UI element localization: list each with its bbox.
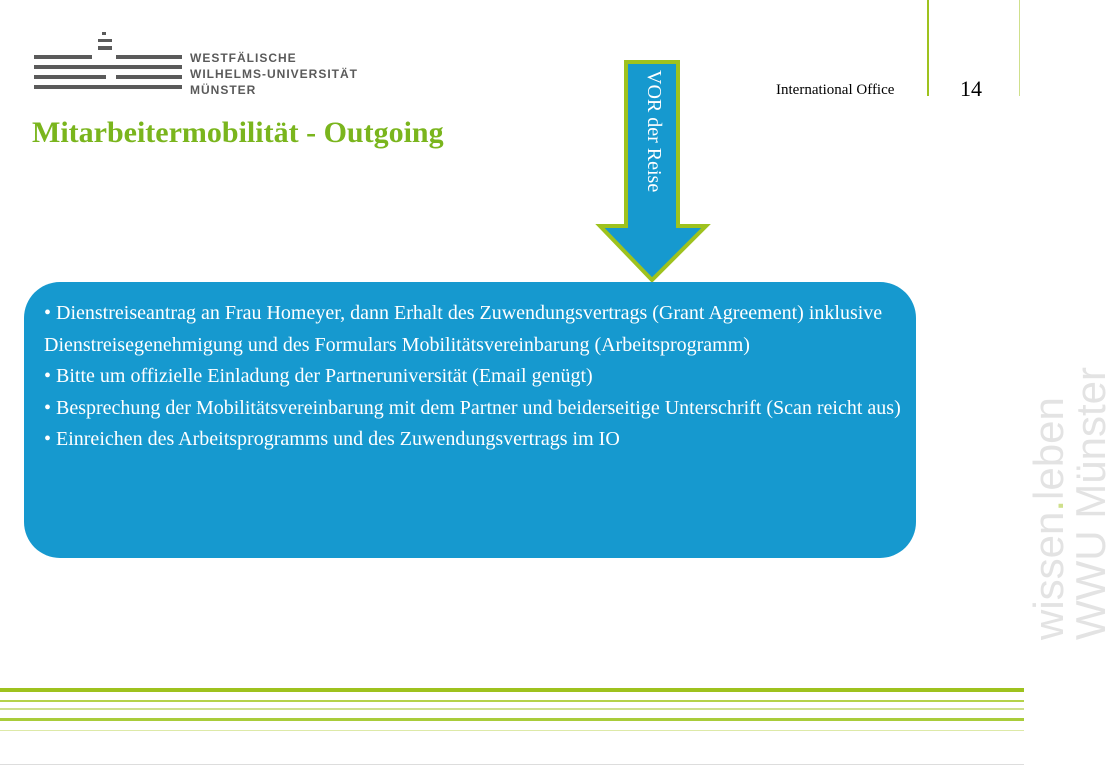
watermark — [1025, 367, 1114, 640]
list-item: • Dienstreiseantrag an Frau Homeyer, dann Erhalt des Zuwendungsvertrags (Grant Agreement) inklusive Dienstreisegenehmigung und des Formulars Mobilitätsvereinbarung (Arbeitsprogramm) — [44, 302, 883, 356]
watermark-dot: . — [1025, 499, 1072, 512]
watermark-word-wissen: wissen — [1025, 511, 1072, 640]
watermark-word-leben: leben — [1025, 397, 1072, 500]
university-name-line1: WESTFÄLISCHE — [190, 51, 297, 65]
list-item: • Bitte um offizielle Einladung der Partneruniversität (Email genügt) — [44, 365, 593, 387]
content-list — [44, 298, 904, 456]
header-divider-right — [1019, 0, 1020, 96]
list-item: • Besprechung der Mobilitätsvereinbarung mit dem Partner und beiderseitige Unterschrift (Scan reicht aus) — [44, 396, 901, 419]
university-name — [190, 50, 358, 98]
watermark-line1 — [1025, 367, 1072, 640]
footer-stripe — [0, 764, 1024, 765]
header-divider — [927, 0, 929, 96]
footer-stripe — [0, 700, 1024, 702]
office-label: International Office — [776, 82, 895, 98]
footer-stripe — [0, 708, 1024, 710]
footer-stripe — [0, 688, 1024, 692]
watermark-line2: WWU Münster — [1067, 367, 1114, 640]
slide-title: Mitarbeitermobilität - Outgoing — [32, 116, 444, 149]
footer-stripe — [0, 718, 1024, 721]
page-number: 14 — [960, 76, 982, 101]
list-item: • Einreichen des Arbeitsprogramms und des Zuwendungsvertrags im IO — [44, 428, 620, 450]
footer-stripe — [0, 730, 1024, 731]
university-name-line3: MÜNSTER — [190, 83, 257, 97]
footer-stripes — [0, 686, 1024, 768]
university-name-line2: WILHELMS-UNIVERSITÄT — [190, 67, 358, 81]
arrow-label: VOR der Reise — [643, 70, 665, 193]
